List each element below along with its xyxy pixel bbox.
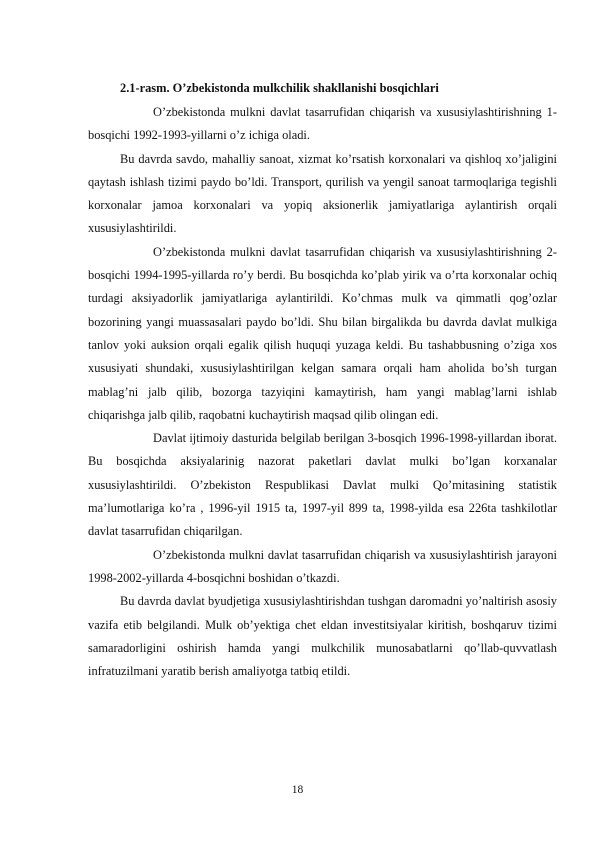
paragraph-stage-1-details: Bu davrda savdo, mahalliy sanoat, xizmat ko’rsatish korxonalari va qishloq xo’jaligini qaytash ishlash tizimi paydo bo’ldi. Transport, qurilish va yengil sanoat tarmoqlariga tegishli korxonalar jamoa korxonalari va yopiq aksionerlik jamiyatlariga aylantirish orqali xususiylashtirildi. [88, 151, 557, 236]
paragraph-stage-2: O’zbekistonda mulkni davlat tasarrufidan chiqarish va xususiylashtirishning 2-bosqichi 1994-1995-yillarda ro’y berdi. Bu bosqichda ko’plab yirik va o’rta korxonalar ochiq turdagi aksiyadorlik jamiyatlariga aylantirildi. Ko’chmas mulk va qimmatli qog’ozlar bozorining yangi muassasalari paydo bo’ldi. Shu bilan birgalikda bu davrda davlat mulkiga tanlov yoki auksion orqali egalik qilish huquqi yuzaga keldi. Bu tashabbusning o’ziga xos xususiyati shundaki, xususiylashtirilgan kelgan samara orqali ham aholida bo’sh turgan mablag’ni jalb qilib, bozorga tazyiqini kamaytirish, ham yangi mablag’larni ishlab chiqarishga jalb qilib, raqobatni kuchaytirish maqsad qilib olingan edi. [88, 244, 557, 422]
paragraph-stage-4-details: Bu davrda davlat byudjetiga xususiylashtirishdan tushgan daromadni yo’naltirish asosiy vazifa etib belgilandi. Mulk ob’yektiga chet eldan investitsiyalar kiritish, boshqaruv tizimi samaradorligini oshirish hamda yangi mulkchilik munosabatlarni qo’llab-quvvatlash infratuzilmani yaratib berish amaliyotga tatbiq etildi. [88, 594, 557, 679]
page-number: 18 [291, 784, 304, 796]
paragraph-stage-4: O’zbekistonda mulkni davlat tasarrufidan chiqarish va xususiylashtirish jarayoni 1998-2002-yillarda 4-bosqichni boshidan o’tkazdi. [88, 547, 557, 585]
document-page [88, 78, 557, 683]
paragraph-stage-3: Davlat ijtimoiy dasturida belgilab berilgan 3-bosqich 1996-1998-yillardan iborat. Bu bosqichda aksiyalarinig nazorat paketlari davlat mulki bo’lgan korxanalar xususiylashtirildi. O’zbekiston Respublikasi Davlat mulki Qo’mitasining statistik ma’lumotlariga ko’ra , 1996-yil 1915 ta, 1997-yil 899 ta, 1998-yilda esa 226ta tashkilotlar davlat tasarrufidan chiqarilgan. [88, 431, 557, 539]
paragraph-stage-1: O’zbekistonda mulkni davlat tasarrufidan chiqarish va xususiylashtirishning 1-bosqichi 1992-1993-yillarni o’z ichiga oladi. [88, 105, 557, 143]
figure-caption-heading: 2.1-rasm. O’zbekistonda mulkchilik shakllanishi bosqichlari [120, 81, 439, 95]
